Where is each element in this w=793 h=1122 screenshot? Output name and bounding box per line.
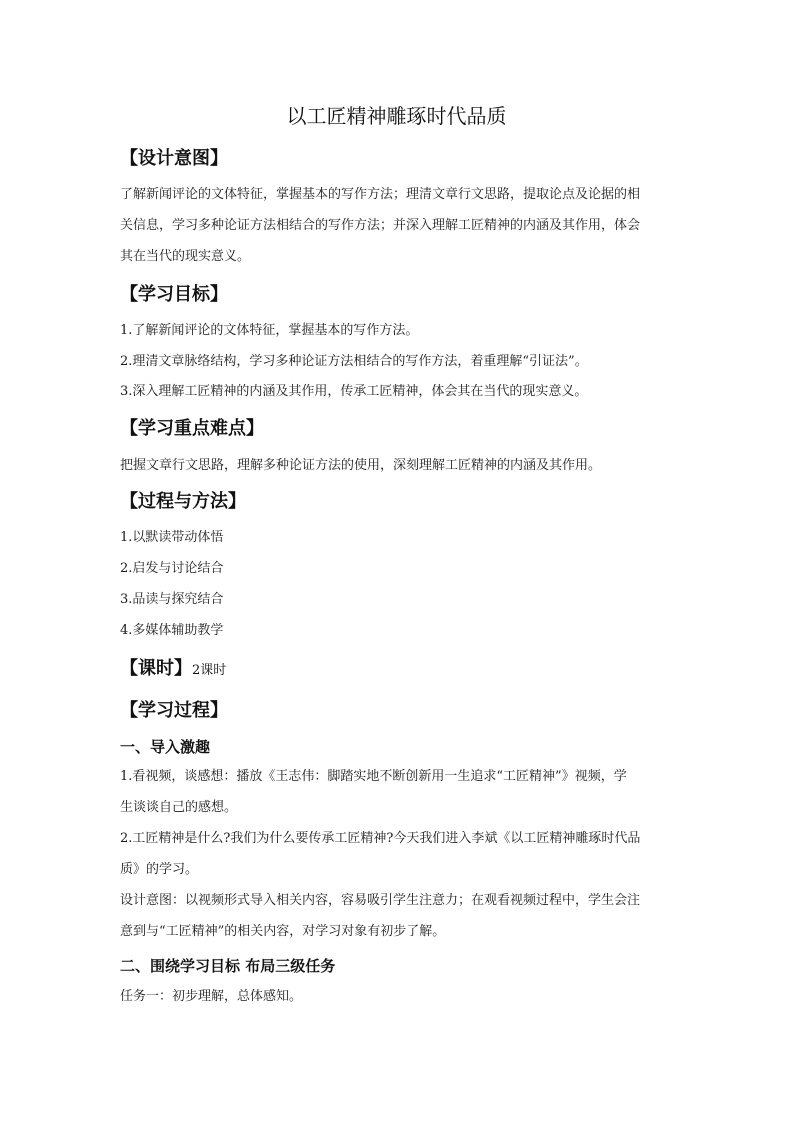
hours-heading: 【课时】: [120, 658, 192, 679]
section1-line: 2.工匠精神是什么?我们为什么要传承工匠精神?今天我们进入李斌《以工匠精神雕琢时代品: [120, 831, 641, 846]
section1-line: 1.看视频，谈感想：播放《王志伟：脚踏实地不断创新用一生追求“工匠精神”》视频，学: [120, 769, 627, 784]
section2-title: 二、围绕学习目标 布局三级任务: [120, 957, 336, 975]
hours-value: 2课时: [192, 663, 227, 678]
section1-line: 意到与“工匠精神”的相关内容，对学习对象有初步了解。: [120, 924, 446, 939]
goals-heading: 【学习目标】: [120, 284, 228, 305]
method-item: 1.以默读带动体悟: [120, 530, 224, 545]
design-intent-line: 关信息，学习多种论证方法相结合的写作方法；并深入理解工匠精神的内涵及其作用，体会: [120, 218, 641, 233]
document-title: 以工匠精神雕琢时代品质: [286, 104, 507, 128]
key-points-line: 把握文章行文思路，理解多种论证方法的使用，深刻理解工匠精神的内涵及其作用。: [120, 458, 602, 473]
design-intent-line: 了解新闻评论的文体特征，掌握基本的写作方法；理清文章行文思路，提取论点及论据的相: [120, 187, 641, 202]
methods-heading: 【过程与方法】: [120, 491, 246, 512]
goal-item: 1.了解新闻评论的文体特征，掌握基本的写作方法。: [120, 323, 419, 338]
section1-line: 质》的学习。: [120, 862, 199, 877]
design-intent-line: 其在当代的现实意义。: [120, 249, 251, 264]
method-item: 3.品读与探究结合: [120, 592, 224, 607]
goal-item: 3.深入理解工匠精神的内涵及其作用，传承工匠精神，体会其在当代的现实意义。: [120, 384, 588, 399]
goal-item: 2.理清文章脉络结构，学习多种论证方法相结合的写作方法，着重理解“引证法”。: [120, 354, 588, 369]
method-item: 4.多媒体辅助教学: [120, 623, 224, 638]
section2-line: 任务一：初步理解，总体感知。: [120, 989, 303, 1004]
section1-line: 设计意图：以视频形式导入相关内容，容易吸引学生注意力；在观看视频过程中，学生会注: [120, 893, 641, 908]
key-points-heading: 【学习重点难点】: [120, 418, 264, 439]
design-intent-heading: 【设计意图】: [120, 148, 228, 169]
process-heading: 【学习过程】: [120, 700, 228, 721]
hours-row: [120, 656, 226, 684]
method-item: 2.启发与讨论结合: [120, 561, 224, 576]
section1-title: 一、导入激趣: [120, 738, 211, 756]
section1-line: 生谈谈自己的感想。: [120, 800, 238, 815]
